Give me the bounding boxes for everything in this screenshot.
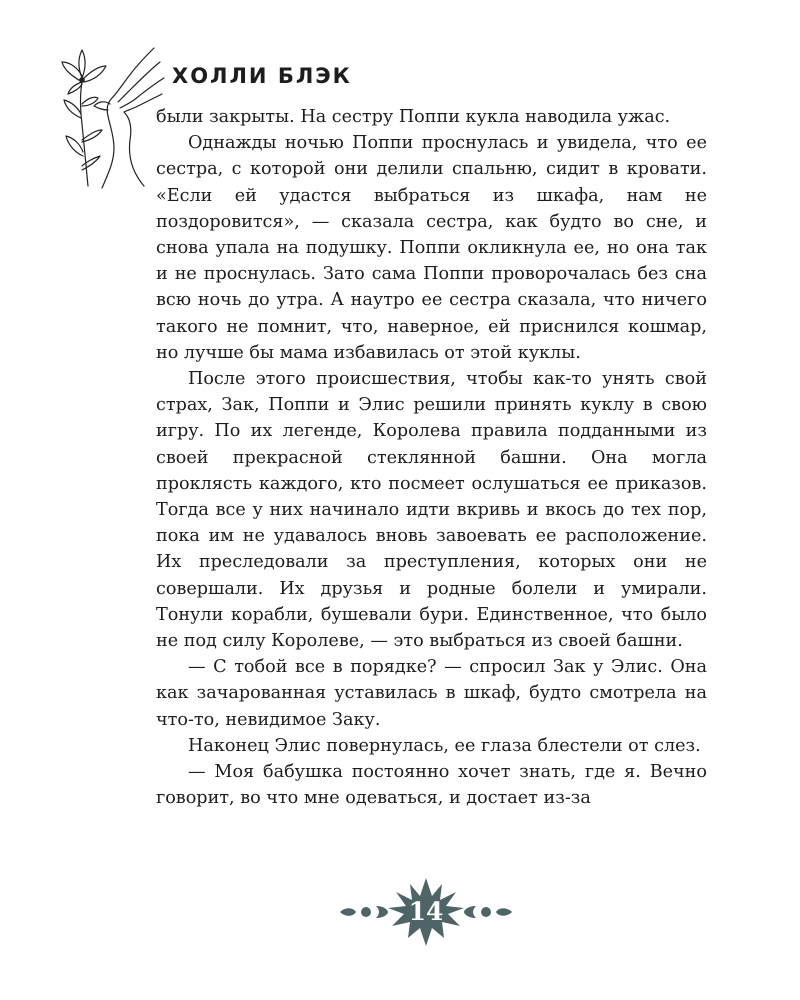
paragraph-1: были закрыты. На сестру Поппи кукла наводила ужас. bbox=[156, 107, 671, 127]
paragraph-3: После этого происшествия, чтобы как-то унять свой страх, Зак, Поппи и Элис решили принять куклу в свою игру. По их легенде, Королева правила подданными из своей прекрасной стеклянной башни. Она могла проклясть каждого, кто посмеет ослушаться ее приказов. Тогда все у них начинало идти вкривь и вкось до тех пор, пока им не удавалось вновь завоевать ее расположение. Их преследовали за преступления, которых они не совершали. Их друзья и родные болели и умирали. Тонули корабли, бушевали бури. Единственное, что было не под силу Королеве, — это выбраться из своей башни. bbox=[156, 369, 707, 652]
hand-holding-flower-icon bbox=[58, 44, 170, 194]
paragraph-2: Однажды ночью Поппи проснулась и увидела, что ее сестра, с которой они делили спальню, сидит в кровати. «Если ей удастся выбраться из шкафа, нам не поздоровится», — сказала сестра, как будто во сне, и снова упала на подушку. Поппи окликнула ее, но она так и не проснулась. Зато сама Поппи проворочалась без сна всю ночь до утра. А наутро ее сестра сказала, что ничего такого не помнит, что, наверное, ей приснился кошмар, но лучше бы мама избавилась от этой куклы. bbox=[156, 133, 707, 363]
page-number-ornament bbox=[332, 876, 520, 948]
page-number: 14 bbox=[408, 897, 444, 926]
paragraph-6: — Моя бабушка постоянно хочет знать, где я. Вечно говорит, во что мне одеваться, и достает из-за bbox=[156, 762, 707, 809]
paragraph-4: — С тобой все в порядке? — спросил Зак у Элис. Она как зачарованная уставилась в шкаф, будто смотрела на что-то, невидимое Заку. bbox=[156, 657, 707, 730]
paragraph-5: Наконец Элис повернулась, ее глаза блестели от слез. bbox=[188, 735, 701, 756]
running-head-author: ХОЛЛИ БЛЭК bbox=[172, 64, 352, 88]
body-text bbox=[156, 104, 707, 811]
